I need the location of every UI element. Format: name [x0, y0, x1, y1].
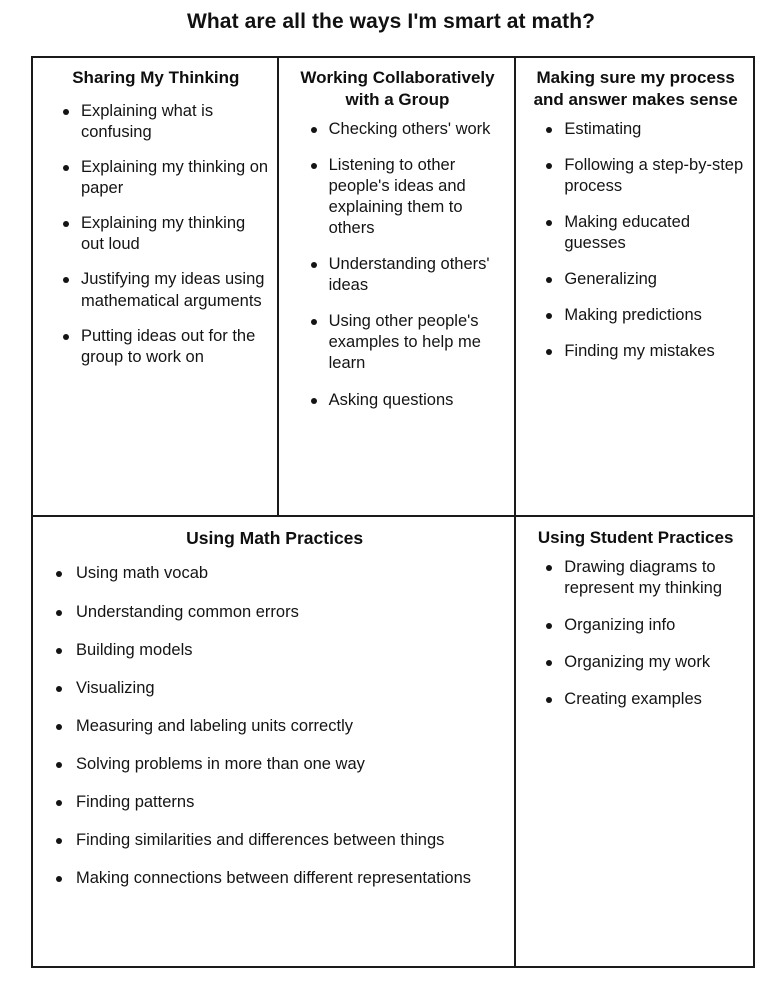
bullet-icon [63, 221, 69, 227]
bullet-icon [546, 313, 552, 319]
cell-heading-math-practices: Using Math Practices [186, 528, 364, 548]
list-item [291, 254, 505, 296]
list-item [526, 269, 745, 290]
list-item-label: Asking questions [328, 390, 454, 409]
list-item [526, 652, 745, 673]
cell-using-math-practices [33, 517, 514, 966]
bullet-icon [546, 127, 552, 133]
list-item-label: Measuring and labeling units correctly [76, 716, 353, 735]
list-item-label: Making predictions [564, 306, 702, 325]
list-item-label: Following a step-by-step process [564, 155, 744, 195]
list-item-label: Using other people's examples to help me learn [328, 312, 481, 373]
list-item [43, 213, 269, 255]
bullet-icon [311, 127, 317, 133]
list-item [526, 615, 745, 636]
list-item [45, 678, 504, 699]
list-item-label: Organizing info [564, 615, 676, 634]
list-item-label: Creating examples [564, 690, 702, 709]
bullet-icon [311, 398, 317, 404]
cell-sharing-my-thinking [33, 58, 277, 515]
list-item [45, 868, 504, 889]
bullet-icon [311, 319, 317, 325]
list-item [291, 155, 505, 239]
list-item [45, 830, 504, 851]
list-item [526, 119, 745, 140]
list-student-practices [526, 557, 745, 711]
grid-row-top [33, 58, 753, 515]
list-item-label: Understanding others' ideas [328, 255, 490, 295]
page-title: What are all the ways I'm smart at math? [186, 10, 596, 33]
bullet-icon [546, 220, 552, 226]
list-item [43, 157, 269, 199]
list-item [45, 716, 504, 737]
practices-grid [31, 56, 755, 968]
list-item [291, 390, 505, 411]
list-item-label: Making connections between different representations [76, 869, 472, 888]
list-item-label: Understanding common errors [76, 602, 299, 621]
bullet-icon [546, 565, 552, 571]
list-item [45, 563, 504, 584]
cell-heading-collaborating: Working Collaboratively with a Group [300, 68, 495, 109]
bullet-icon [546, 660, 552, 666]
list-item-label: Solving problems in more than one way [76, 754, 365, 773]
list-item [526, 212, 745, 254]
list-item-label: Explaining what is confusing [81, 101, 214, 141]
bullet-icon [546, 623, 552, 629]
list-item-label: Generalizing [564, 270, 657, 289]
bullet-icon [56, 610, 62, 616]
list-item-label: Putting ideas out for the group to work on [81, 326, 256, 366]
list-item [45, 602, 504, 623]
list-item [43, 326, 269, 368]
bullet-icon [546, 697, 552, 703]
bullet-icon [56, 686, 62, 692]
list-item-label: Building models [76, 640, 193, 659]
list-item [526, 689, 745, 710]
cell-heading-sharing: Sharing My Thinking [72, 68, 240, 87]
list-item-label: Explaining my thinking out loud [81, 214, 246, 254]
list-item [45, 792, 504, 813]
bullet-icon [56, 876, 62, 882]
list-item-label: Finding similarities and differences between things [76, 831, 445, 850]
bullet-icon [63, 165, 69, 171]
bullet-icon [56, 648, 62, 654]
list-item-label: Using math vocab [76, 564, 209, 583]
list-item-label: Drawing diagrams to represent my thinking [564, 557, 723, 597]
bullet-icon [56, 724, 62, 730]
bullet-icon [56, 800, 62, 806]
list-item [43, 269, 269, 311]
bullet-icon [56, 762, 62, 768]
bullet-icon [56, 571, 62, 577]
list-item-label: Estimating [564, 119, 642, 138]
list-item-label: Organizing my work [564, 653, 711, 672]
cell-heading-student-practices: Using Student Practices [537, 528, 734, 547]
list-item [526, 155, 745, 197]
cell-using-student-practices [514, 517, 753, 966]
cell-working-collaboratively [277, 58, 515, 515]
grid-row-bottom [33, 515, 753, 966]
list-item [291, 311, 505, 374]
list-item [45, 640, 504, 661]
list-item-label: Making educated guesses [564, 212, 690, 252]
bullet-icon [63, 334, 69, 340]
list-item-label: Justifying my ideas using mathematical arguments [81, 270, 265, 310]
list-sharing [43, 101, 269, 368]
list-collaborating [291, 119, 505, 411]
cell-making-sure-process [514, 58, 753, 515]
list-item [526, 341, 745, 362]
list-item [526, 305, 745, 326]
list-item-label: Checking others' work [328, 119, 491, 138]
list-item-label: Visualizing [76, 678, 155, 697]
list-math-practices [45, 563, 504, 889]
bullet-icon [63, 109, 69, 115]
list-item-label: Finding patterns [76, 793, 195, 812]
list-item-label: Listening to other people's ideas and explaining them to others [328, 155, 466, 237]
bullet-icon [311, 163, 317, 169]
list-process [526, 119, 745, 363]
list-item [291, 119, 505, 140]
bullet-icon [546, 163, 552, 169]
list-item-label: Finding my mistakes [564, 342, 715, 361]
list-item [45, 754, 504, 775]
bullet-icon [546, 277, 552, 283]
list-item [526, 557, 745, 599]
list-item-label: Explaining my thinking on paper [81, 157, 269, 198]
cell-heading-process: Making sure my process and answer makes sense [533, 68, 738, 109]
bullet-icon [311, 262, 317, 268]
bullet-icon [63, 277, 69, 283]
bullet-icon [546, 349, 552, 355]
bullet-icon [56, 838, 62, 844]
list-item [43, 101, 269, 143]
